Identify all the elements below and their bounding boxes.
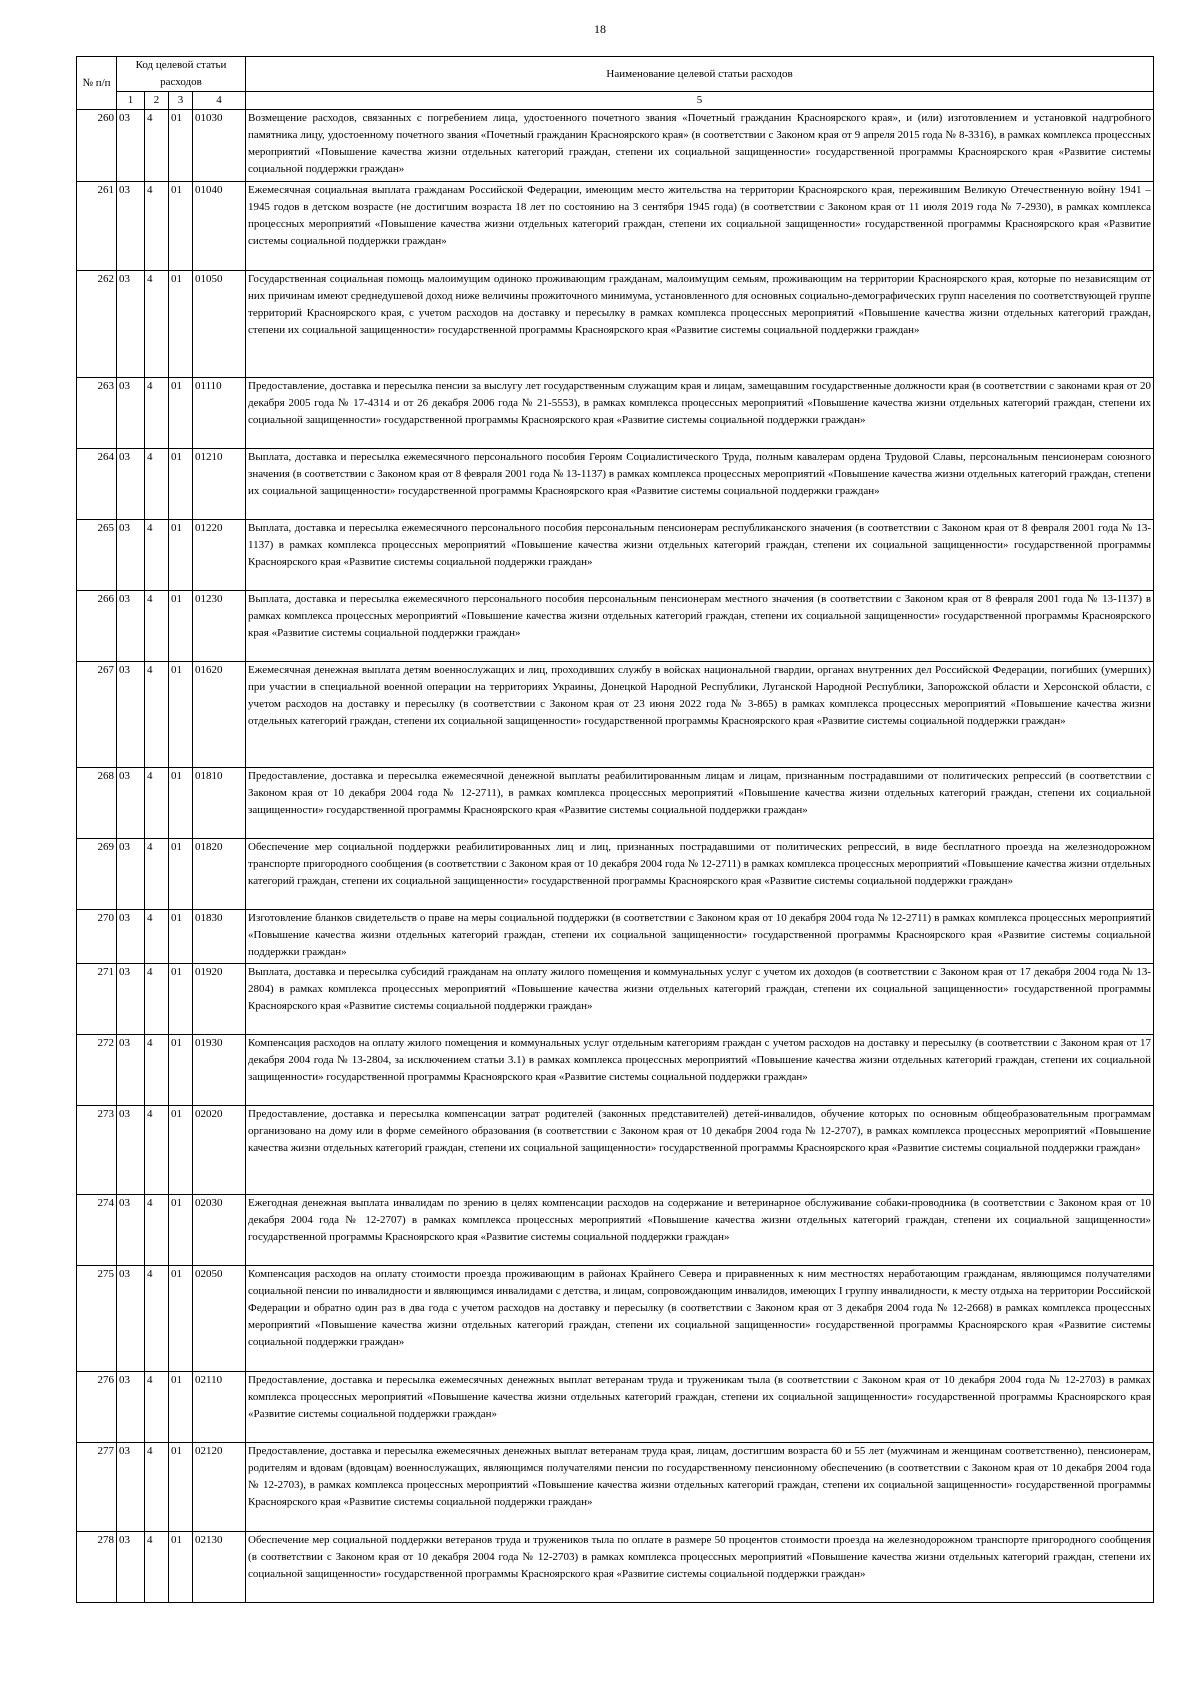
code-direction: 01220 bbox=[193, 520, 246, 591]
code-subprogram: 4 bbox=[145, 1443, 169, 1532]
code-program: 03 bbox=[117, 964, 145, 1035]
table-row bbox=[77, 1035, 1154, 1106]
table-row bbox=[77, 378, 1154, 449]
code-direction: 01930 bbox=[193, 1035, 246, 1106]
code-program: 03 bbox=[117, 449, 145, 520]
table-row bbox=[77, 1266, 1154, 1372]
table-row bbox=[77, 271, 1154, 378]
header-number: № п/п bbox=[77, 57, 117, 110]
code-program: 03 bbox=[117, 110, 145, 182]
row-description: Компенсация расходов на оплату жилого помещения и коммунальных услуг отдельным категориям граждан с учетом расходов на доставку и пересылку (в соответствии с Законом края от 17 декабря 2004 года № 13-2804, за исключением статьи 3.1) в рамках комплекса процессных мероприятий «Повышение качества жизни отдельных категорий граждан, степени их социальной защищенности» государственной программы Красноярского края «Развитие системы социальной поддержки граждан» bbox=[246, 1035, 1154, 1106]
code-direction: 01110 bbox=[193, 378, 246, 449]
code-program: 03 bbox=[117, 1035, 145, 1106]
code-complex: 01 bbox=[169, 1532, 193, 1603]
code-direction: 02050 bbox=[193, 1266, 246, 1372]
table-row bbox=[77, 964, 1154, 1035]
code-complex: 01 bbox=[169, 110, 193, 182]
row-description: Изготовление бланков свидетельств о праве на меры социальной поддержки (в соответствии с Законом края от 10 декабря 2004 года № 12-2711) в рамках комплекса процессных мероприятий «Повышение качества жизни отдельных категорий граждан, степени их социальной защищенности» государственной программы Красноярского края «Развитие системы социальной поддержки граждан» bbox=[246, 910, 1154, 964]
code-subprogram: 4 bbox=[145, 1106, 169, 1195]
code-complex: 01 bbox=[169, 1443, 193, 1532]
row-number: 265 bbox=[77, 520, 117, 591]
code-subprogram: 4 bbox=[145, 964, 169, 1035]
row-description: Ежемесячная денежная выплата детям военнослужащих и лиц, проходивших службу в войсках национальной гвардии, органах внутренних дел Российской Федерации, погибших (умерших) при участии в специальной военной операции на территориях Украины, Донецкой Народной Республики, Луганской Народной Республики, Запорожской области и Херсонской области, с учетом расходов на доставку и пересылку (в соответствии с Законом края от 23 июня 2022 года № 3-865) в рамках комплекса процессных мероприятий «Повышение качества жизни отдельных категорий граждан, степени их социальной защищенности» государственной программы Красноярского края «Развитие системы социальной поддержки граждан» bbox=[246, 662, 1154, 768]
code-direction: 01620 bbox=[193, 662, 246, 768]
code-complex: 01 bbox=[169, 1195, 193, 1266]
code-complex: 01 bbox=[169, 378, 193, 449]
code-subprogram: 4 bbox=[145, 449, 169, 520]
code-complex: 01 bbox=[169, 271, 193, 378]
table-body bbox=[77, 110, 1154, 1603]
code-program: 03 bbox=[117, 910, 145, 964]
code-direction: 02130 bbox=[193, 1532, 246, 1603]
code-direction: 01810 bbox=[193, 768, 246, 839]
code-subprogram: 4 bbox=[145, 768, 169, 839]
code-direction: 01820 bbox=[193, 839, 246, 910]
table-row bbox=[77, 182, 1154, 271]
header-code: Код целевой статьи расходов bbox=[117, 57, 246, 92]
table-row bbox=[77, 449, 1154, 520]
code-program: 03 bbox=[117, 1195, 145, 1266]
row-description: Возмещение расходов, связанных с погребением лица, удостоенного почетного звания «Почетный гражданин Красноярского края», и (или) изготовлением и установкой надгробного памятника лицу, удостоенному почетного звания «Почетный гражданин Красноярского края» (в соответствии с Законом края от 9 апреля 2015 года № 8-3316), в рамках комплекса процессных мероприятий «Повышение качества жизни отдельных категорий граждан, степени их социальной защищенности» государственной программы Красноярского края «Развитие системы социальной поддержки граждан» bbox=[246, 110, 1154, 182]
row-description: Предоставление, доставка и пересылка ежемесячных денежных выплат ветеранам труда края, лицам, достигшим возраста 60 и 55 лет (мужчинам и женщинам соответственно), пенсионерам, родителям и вдовам (вдовцам) военнослужащих, являющимся получателями пенсии по государственному пенсионному обеспечению (в соответствии с Законом края от 10 декабря 2004 года № 12-2703), в рамках комплекса процессных мероприятий «Повышение качества жизни отдельных категорий граждан, степени их социальной защищенности» государственной программы Красноярского края «Развитие системы социальной поддержки граждан» bbox=[246, 1443, 1154, 1532]
index-4: 4 bbox=[193, 92, 246, 110]
row-number: 264 bbox=[77, 449, 117, 520]
row-number: 270 bbox=[77, 910, 117, 964]
row-description: Выплата, доставка и пересылка ежемесячного персонального пособия персональным пенсионерам местного значения (в соответствии с Законом края от 8 февраля 2001 года № 13-1137) в рамках комплекса процессных мероприятий «Повышение качества жизни отдельных категорий граждан, степени их социальной защищенности» государственной программы Красноярского края «Развитие системы социальной поддержки граждан» bbox=[246, 591, 1154, 662]
code-direction: 01040 bbox=[193, 182, 246, 271]
code-direction: 02120 bbox=[193, 1443, 246, 1532]
code-complex: 01 bbox=[169, 1372, 193, 1443]
code-direction: 01030 bbox=[193, 110, 246, 182]
row-number: 261 bbox=[77, 182, 117, 271]
code-program: 03 bbox=[117, 839, 145, 910]
code-subprogram: 4 bbox=[145, 182, 169, 271]
code-complex: 01 bbox=[169, 910, 193, 964]
index-1: 1 bbox=[117, 92, 145, 110]
code-subprogram: 4 bbox=[145, 591, 169, 662]
code-program: 03 bbox=[117, 1106, 145, 1195]
code-direction: 01920 bbox=[193, 964, 246, 1035]
code-direction: 01230 bbox=[193, 591, 246, 662]
code-complex: 01 bbox=[169, 1266, 193, 1372]
row-description: Предоставление, доставка и пересылка компенсации затрат родителей (законных представителей) детей-инвалидов, обучение которых по основным общеобразовательным программам организовано на дому или в форме семейного образования (в соответствии с Законом края от 10 декабря 2004 года № 12-2707), в рамках комплекса процессных мероприятий «Повышение качества жизни отдельных категорий граждан, степени их социальной защищенности» государственной программы Красноярского края «Развитие системы социальной поддержки граждан» bbox=[246, 1106, 1154, 1195]
code-program: 03 bbox=[117, 591, 145, 662]
table-row bbox=[77, 839, 1154, 910]
code-subprogram: 4 bbox=[145, 1266, 169, 1372]
row-number: 272 bbox=[77, 1035, 117, 1106]
code-direction: 02030 bbox=[193, 1195, 246, 1266]
table-row bbox=[77, 591, 1154, 662]
row-number: 278 bbox=[77, 1532, 117, 1603]
target-expenditure-table bbox=[76, 56, 1154, 1603]
row-number: 267 bbox=[77, 662, 117, 768]
code-program: 03 bbox=[117, 1372, 145, 1443]
index-3: 3 bbox=[169, 92, 193, 110]
code-subprogram: 4 bbox=[145, 1372, 169, 1443]
row-number: 273 bbox=[77, 1106, 117, 1195]
table-row bbox=[77, 110, 1154, 182]
code-complex: 01 bbox=[169, 591, 193, 662]
page-number: 18 bbox=[594, 22, 606, 36]
row-description: Ежегодная денежная выплата инвалидам по зрению в целях компенсации расходов на содержание и ветеринарное обслуживание собаки-проводника (в соответствии с Законом края от 10 декабря 2004 года № 12-2707) в рамках комплекса процессных мероприятий «Повышение качества жизни отдельных категорий граждан, степени их социальной защищенности» государственной программы Красноярского края «Развитие системы социальной поддержки граждан» bbox=[246, 1195, 1154, 1266]
code-complex: 01 bbox=[169, 449, 193, 520]
table-row bbox=[77, 1532, 1154, 1603]
row-number: 269 bbox=[77, 839, 117, 910]
code-complex: 01 bbox=[169, 839, 193, 910]
table-index-row bbox=[77, 92, 1154, 110]
code-subprogram: 4 bbox=[145, 1195, 169, 1266]
row-number: 266 bbox=[77, 591, 117, 662]
table-row bbox=[77, 1372, 1154, 1443]
index-2: 2 bbox=[145, 92, 169, 110]
table-header-row bbox=[77, 57, 1154, 92]
row-number: 276 bbox=[77, 1372, 117, 1443]
code-complex: 01 bbox=[169, 520, 193, 591]
table-row bbox=[77, 1195, 1154, 1266]
code-complex: 01 bbox=[169, 1106, 193, 1195]
code-subprogram: 4 bbox=[145, 839, 169, 910]
code-program: 03 bbox=[117, 271, 145, 378]
code-subprogram: 4 bbox=[145, 110, 169, 182]
table-row bbox=[77, 768, 1154, 839]
row-description: Предоставление, доставка и пересылка ежемесячных денежных выплат ветеранам труда и труженикам тыла (в соответствии с Законом края от 10 декабря 2004 года № 12-2703) в рамках комплекса процессных мероприятий «Повышение качества жизни отдельных категорий граждан, степени их социальной защищенности» государственной программы Красноярского края «Развитие системы социальной поддержки граждан» bbox=[246, 1372, 1154, 1443]
row-number: 263 bbox=[77, 378, 117, 449]
row-description: Выплата, доставка и пересылка ежемесячного персонального пособия персональным пенсионерам республиканского значения (в соответствии с Законом края от 8 февраля 2001 года № 13-1137) в рамках комплекса процессных мероприятий «Повышение качества жизни отдельных категорий граждан, степени их социальной защищенности» государственной программы Красноярского края «Развитие системы социальной поддержки граждан» bbox=[246, 520, 1154, 591]
code-program: 03 bbox=[117, 1532, 145, 1603]
code-direction: 02110 bbox=[193, 1372, 246, 1443]
code-program: 03 bbox=[117, 1443, 145, 1532]
row-number: 260 bbox=[77, 110, 117, 182]
row-description: Обеспечение мер социальной поддержки ветеранов труда и тружеников тыла по оплате в размере 50 процентов стоимости проезда на железнодорожном транспорте пригородного сообщения (в соответствии с Законом края от 10 декабря 2004 года № 12-2703) в рамках комплекса процессных мероприятий «Повышение качества жизни отдельных категорий граждан, степени их социальной защищенности» государственной программы Красноярского края «Развитие системы социальной поддержки граждан» bbox=[246, 1532, 1154, 1603]
code-subprogram: 4 bbox=[145, 378, 169, 449]
table-row bbox=[77, 1106, 1154, 1195]
code-subprogram: 4 bbox=[145, 910, 169, 964]
row-number: 277 bbox=[77, 1443, 117, 1532]
row-number: 271 bbox=[77, 964, 117, 1035]
code-complex: 01 bbox=[169, 662, 193, 768]
table-row bbox=[77, 662, 1154, 768]
code-direction: 01830 bbox=[193, 910, 246, 964]
code-subprogram: 4 bbox=[145, 1532, 169, 1603]
row-description: Ежемесячная социальная выплата гражданам Российской Федерации, имеющим место жительства на территории Красноярского края, пережившим Великую Отечественную войну 1941 – 1945 годов в детском возрасте (не достигшим возраста 18 лет по состоянию на 3 сентября 1945 года) (в соответствии с Законом края от 11 июля 2019 года № 7-2930), в рамках комплекса процессных мероприятий «Повышение качества жизни отдельных категорий граждан, степени их социальной защищенности» государственной программы Красноярского края «Развитие системы социальной поддержки граждан» bbox=[246, 182, 1154, 271]
code-program: 03 bbox=[117, 520, 145, 591]
code-subprogram: 4 bbox=[145, 520, 169, 591]
table-row bbox=[77, 910, 1154, 964]
code-program: 03 bbox=[117, 378, 145, 449]
code-direction: 02020 bbox=[193, 1106, 246, 1195]
row-description: Компенсация расходов на оплату стоимости проезда проживающим в районах Крайнего Севера и приравненных к ним местностях неработающим гражданам, являющимся получателями социальной пенсии по инвалидности и являющимся инвалидами с детства, и лицам, сопровождающим инвалидов, имеющих I группу инвалидности, к месту отдыха на территории Российской Федерации и обратно один раз в два года с учетом расходов на доставку и пересылку (в соответствии с Законом края от 3 декабря 2004 года № 12-2668) в рамках комплекса процессных мероприятий «Повышение качества жизни отдельных категорий граждан, степени их социальной защищенности» государственной программы Красноярского края «Развитие системы социальной поддержки граждан» bbox=[246, 1266, 1154, 1372]
index-5: 5 bbox=[246, 92, 1154, 110]
row-description: Предоставление, доставка и пересылка пенсии за выслугу лет государственным служащим края и лицам, замещавшим государственные должности края (в соответствии с законами края от 20 декабря 2005 года № 17-4314 и от 26 декабря 2006 года № 21-5553), в рамках комплекса процессных мероприятий «Повышение качества жизни отдельных категорий граждан, степени их социальной защищенности» государственной программы Красноярского края «Развитие системы социальной поддержки граждан» bbox=[246, 378, 1154, 449]
code-program: 03 bbox=[117, 1266, 145, 1372]
code-complex: 01 bbox=[169, 768, 193, 839]
code-direction: 01050 bbox=[193, 271, 246, 378]
code-subprogram: 4 bbox=[145, 271, 169, 378]
row-description: Выплата, доставка и пересылка ежемесячного персонального пособия Героям Социалистического Труда, полным кавалерам ордена Трудовой Славы, персональным пенсионерам союзного значения (в соответствии с Законом края от 8 февраля 2001 года № 13-1137) в рамках комплекса процессных мероприятий «Повышение качества жизни отдельных категорий граждан, степени их социальной защищенности» государственной программы Красноярского края «Развитие системы социальной поддержки граждан» bbox=[246, 449, 1154, 520]
header-name: Наименование целевой статьи расходов bbox=[246, 57, 1154, 92]
code-complex: 01 bbox=[169, 1035, 193, 1106]
row-description: Государственная социальная помощь малоимущим одиноко проживающим гражданам, малоимущим семьям, проживающим на территории Красноярского края, которые по независящим от них причинам имеют среднедушевой доход ниже величины прожиточного минимума, установленного для основных социально-демографических групп населения по соответствующей группе территорий Красноярского края, с учетом расходов на доставку и пересылку в рамках комплекса процессных мероприятий «Повышение качества жизни отдельных категорий граждан, степени их социальной защищенности» государственной программы Красноярского края «Развитие системы социальной поддержки граждан» bbox=[246, 271, 1154, 378]
row-number: 262 bbox=[77, 271, 117, 378]
table-row bbox=[77, 520, 1154, 591]
code-program: 03 bbox=[117, 182, 145, 271]
code-program: 03 bbox=[117, 662, 145, 768]
code-subprogram: 4 bbox=[145, 1035, 169, 1106]
code-direction: 01210 bbox=[193, 449, 246, 520]
row-description: Выплата, доставка и пересылка субсидий гражданам на оплату жилого помещения и коммунальных услуг с учетом их доходов (в соответствии с Законом края от 17 декабря 2004 года № 13-2804) в рамках комплекса процессных мероприятий «Повышение качества жизни отдельных категорий граждан, степени их социальной защищенности» государственной программы Красноярского края «Развитие системы социальной поддержки граждан» bbox=[246, 964, 1154, 1035]
code-complex: 01 bbox=[169, 964, 193, 1035]
row-number: 274 bbox=[77, 1195, 117, 1266]
table-row bbox=[77, 1443, 1154, 1532]
row-number: 275 bbox=[77, 1266, 117, 1372]
code-subprogram: 4 bbox=[145, 662, 169, 768]
code-program: 03 bbox=[117, 768, 145, 839]
row-description: Обеспечение мер социальной поддержки реабилитированных лиц и лиц, признанных пострадавшими от политических репрессий, в виде бесплатного проезда на железнодорожном транспорте пригородного сообщения (в соответствии с Законом края от 10 декабря 2004 года № 12-2711) в рамках комплекса процессных мероприятий «Повышение качества жизни отдельных категорий граждан, степени их социальной защищенности» государственной программы Красноярского края «Развитие системы социальной поддержки граждан» bbox=[246, 839, 1154, 910]
row-number: 268 bbox=[77, 768, 117, 839]
row-description: Предоставление, доставка и пересылка ежемесячной денежной выплаты реабилитированным лицам и лицам, признанным пострадавшими от политических репрессий (в соответствии с Законом края от 10 декабря 2004 года № 12-2711), в рамках комплекса процессных мероприятий «Повышение качества жизни отдельных категорий граждан, степени их социальной защищенности» государственной программы Красноярского края «Развитие системы социальной поддержки граждан» bbox=[246, 768, 1154, 839]
code-complex: 01 bbox=[169, 182, 193, 271]
